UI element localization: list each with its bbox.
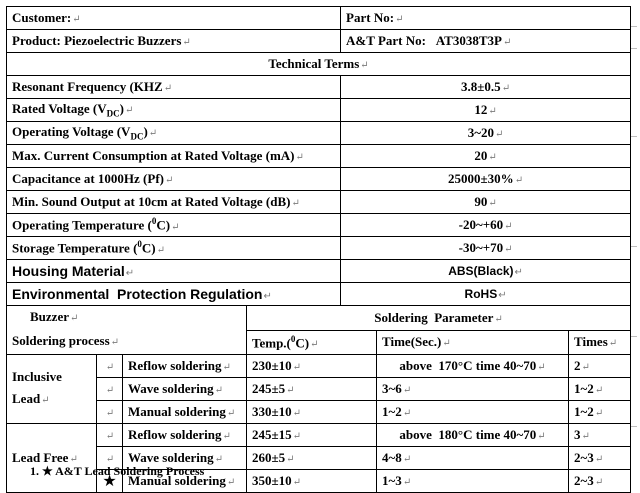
col-times-header: Times↵ — [569, 330, 631, 355]
part-no-cell — [341, 7, 631, 30]
technical-terms-cell — [7, 53, 631, 76]
product-label: Product: Piezoelectric Buzzers — [12, 33, 182, 48]
spec-row — [7, 283, 631, 306]
spec-value: -30~+70↵ — [341, 237, 631, 260]
star-icon: ★ — [102, 473, 117, 490]
mark-cell: ↵ — [97, 401, 123, 424]
temp-cell: 230±10↵ — [247, 355, 377, 378]
at-part-value: AT3038T3P — [435, 33, 502, 48]
soldering-header-row — [7, 306, 631, 331]
spec-value: 12↵ — [341, 99, 631, 122]
product-cell — [7, 30, 341, 53]
customer-cell — [7, 7, 341, 30]
mark-cell: ↵ — [97, 424, 123, 447]
temp-cell: 245±15↵ — [247, 424, 377, 447]
spec-row — [7, 191, 631, 214]
times-cell: 2~3↵ — [569, 470, 631, 493]
spec-table — [6, 6, 631, 493]
col-time-header: Time(Sec.)↵ — [377, 330, 569, 355]
times-cell: 2↵ — [569, 355, 631, 378]
customer-label: Customer: — [12, 10, 72, 25]
spec-label: Operating Voltage $(V_{DC})↵$ — [7, 122, 341, 145]
spec-row — [7, 214, 631, 237]
method-cell: Reflow soldering↵ — [123, 424, 247, 447]
time-cell: 4~8↵ — [377, 447, 569, 470]
spec-label: Rated Voltage $(V_{DC})↵$ — [7, 99, 341, 122]
at-part-label: A&T Part No: — [346, 33, 426, 48]
spec-row — [7, 145, 631, 168]
customer-row — [7, 7, 631, 30]
soldering-process-cell: Buzzer↵ Soldering process↵ — [7, 306, 247, 355]
method-cell: Manual soldering↵ — [123, 401, 247, 424]
times-cell: 2~3↵ — [569, 447, 631, 470]
method-cell: Reflow soldering↵ — [123, 355, 247, 378]
soldering-row — [7, 424, 631, 447]
spec-value: 20↵ — [341, 145, 631, 168]
spec-value: 25000±30%↵ — [341, 168, 631, 191]
mark-cell: ↵ — [97, 355, 123, 378]
spec-row — [7, 237, 631, 260]
method-cell: Manual soldering↵ — [123, 470, 247, 493]
technical-terms-title: Technical Terms — [268, 56, 360, 71]
spec-label: Capacitance at 1000Hz (Pf)↵ — [7, 168, 341, 191]
spec-sheet — [6, 6, 630, 493]
soldering-process-label: Soldering process — [12, 333, 110, 348]
time-cell: 1~2↵ — [377, 401, 569, 424]
temp-cell: 260±5↵ — [247, 447, 377, 470]
adjacent-table-edge — [631, 6, 640, 472]
soldering-parameter-title: Soldering Parameter↵ — [247, 306, 631, 331]
product-row — [7, 30, 631, 53]
footer-note: 1. ★ A&T Lead Soldering Process — [30, 464, 205, 478]
temp-cell: 350±10↵ — [247, 470, 377, 493]
spec-label: Operating Temperature ($^0$C)↵ — [7, 214, 341, 237]
mark-cell: ↵ — [97, 447, 123, 470]
return-mark-icon: ↵ — [502, 37, 512, 48]
spec-value: 3~20↵ — [341, 122, 631, 145]
spec-label: Max. Current Consumption at Rated Voltage (mA)↵ — [7, 145, 341, 168]
buzzer-label: Buzzer — [30, 309, 69, 324]
time-cell: above 170°C time 40~70↵ — [377, 355, 569, 378]
at-part-cell — [341, 30, 631, 53]
col-temp-header: Temp.($^0$C)↵ — [247, 330, 377, 355]
spec-label: Resonant Frequency (KHZ↵ — [7, 76, 341, 99]
spec-label: Housing Material↵ — [7, 260, 341, 283]
times-cell: 1~2↵ — [569, 401, 631, 424]
spec-value: -20~+60↵ — [341, 214, 631, 237]
group-name-cell: Lead Free↵ — [7, 424, 97, 493]
technical-terms-row — [7, 53, 631, 76]
spec-row — [7, 260, 631, 283]
spec-row — [7, 99, 631, 122]
return-mark-icon: ↵ — [72, 14, 81, 25]
spec-label: Environmental Protection Regulation↵ — [7, 283, 341, 306]
return-mark-icon: ↵ — [360, 60, 369, 71]
spec-value: 3.8±0.5↵ — [341, 76, 631, 99]
spec-value: ABS(Black)↵ — [341, 260, 631, 283]
spec-row — [7, 168, 631, 191]
return-mark-icon: ↵ — [395, 14, 404, 25]
method-cell: Wave soldering↵ — [123, 447, 247, 470]
soldering-row — [7, 401, 631, 424]
soldering-row — [7, 355, 631, 378]
temp-cell: 245±5↵ — [247, 378, 377, 401]
group-name-cell: Inclusive Lead↵ — [7, 355, 97, 424]
soldering-row — [7, 378, 631, 401]
time-cell: above 180°C time 40~70↵ — [377, 424, 569, 447]
spec-value: RoHS↵ — [341, 283, 631, 306]
spec-value: 90↵ — [341, 191, 631, 214]
time-cell: 1~3↵ — [377, 470, 569, 493]
spec-label: Storage Temperature ($^0$C)↵ — [7, 237, 341, 260]
spec-label: Min. Sound Output at 10cm at Rated Voltage (dB)↵ — [7, 191, 341, 214]
spec-row — [7, 122, 631, 145]
mark-cell: ↵ — [97, 378, 123, 401]
temp-cell: 330±10↵ — [247, 401, 377, 424]
times-cell: 3↵ — [569, 424, 631, 447]
times-cell: 1~2↵ — [569, 378, 631, 401]
return-mark-icon: ↵ — [182, 37, 191, 48]
part-no-label: Part No: — [346, 10, 395, 25]
method-cell: Wave soldering↵ — [123, 378, 247, 401]
spec-row — [7, 76, 631, 99]
time-cell: 3~6↵ — [377, 378, 569, 401]
